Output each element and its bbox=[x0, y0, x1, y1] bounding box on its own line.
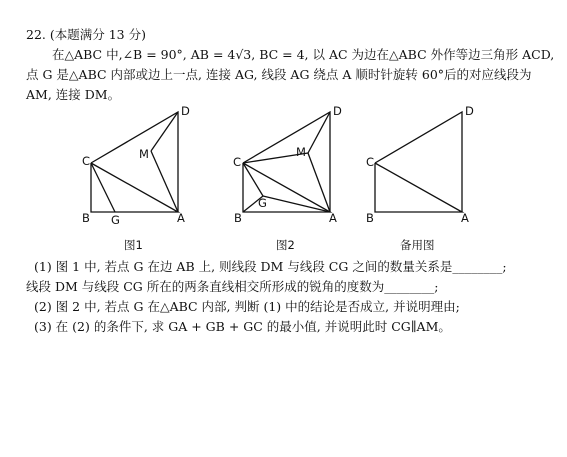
intro-line-3: AM, 连接 DM。 bbox=[26, 87, 121, 102]
fig1-triangle-abc bbox=[91, 163, 178, 212]
fig3-label-b: B bbox=[366, 211, 374, 225]
fig1-segment-dm bbox=[151, 112, 178, 151]
fig3-triangle-acd bbox=[375, 112, 462, 212]
figure-2-caption: 图2 bbox=[276, 238, 295, 252]
question-2: (2) 图 2 中, 若点 G 在△ABC 内部, 判断 (1) 中的结论是否成立, 并说明理由; bbox=[34, 299, 460, 314]
fig1-triangle-acd bbox=[91, 112, 178, 212]
fig1-label-d: D bbox=[181, 104, 190, 118]
question-3: (3) 在 (2) 的条件下, 求 GA + GB + GC 的最小值, 并说明此时 CG∥AM。 bbox=[34, 319, 451, 334]
fig2-label-d: D bbox=[333, 104, 342, 118]
question-1-line-1: (1) 图 1 中, 若点 G 在边 AB 上, 则线段 DM 与线段 CG 之间的数量关系是________; bbox=[34, 259, 507, 274]
question-1-line-2: 线段 DM 与线段 CG 所在的两条直线相交所形成的锐角的度数为________; bbox=[26, 279, 439, 294]
fig3-triangle-abc bbox=[375, 163, 462, 212]
fig1-label-c: C bbox=[82, 154, 91, 168]
fig2-triangle-acd bbox=[243, 112, 330, 212]
fig2-segment-am bbox=[308, 153, 330, 212]
figure-1-drawing bbox=[91, 112, 178, 212]
spare-figure-caption: 备用图 bbox=[400, 238, 435, 252]
figure-2-drawing bbox=[243, 112, 330, 212]
fig2-triangle-abc bbox=[243, 163, 330, 212]
fig3-label-c: C bbox=[366, 155, 375, 169]
fig3-label-d: D bbox=[465, 104, 474, 118]
figure-1-caption: 图1 bbox=[124, 238, 143, 252]
fig3-label-a: A bbox=[461, 211, 469, 225]
fig2-label-g: G bbox=[258, 196, 267, 210]
problem-header: 22. (本题满分 13 分) bbox=[26, 27, 146, 42]
fig2-label-m: M bbox=[296, 145, 306, 159]
fig2-segment-ga bbox=[263, 196, 330, 212]
intro-line-2: 点 G 是△ABC 内部或边上一点, 连接 AG, 线段 AG 绕点 A 顺时针旋转 60°后的对应线段为 bbox=[26, 67, 532, 82]
fig1-label-a: A bbox=[177, 211, 185, 225]
fig2-label-c: C bbox=[233, 155, 242, 169]
fig2-label-a: A bbox=[329, 211, 337, 225]
fig2-label-b: B bbox=[234, 211, 242, 225]
fig1-label-m: M bbox=[139, 147, 149, 161]
figure-3-drawing bbox=[375, 112, 462, 212]
fig1-segment-am bbox=[151, 151, 178, 212]
fig1-label-b: B bbox=[82, 211, 90, 225]
fig1-label-g: G bbox=[111, 213, 120, 227]
intro-line-1: 在△ABC 中,∠B = 90°, AB = 4√3, BC = 4, 以 AC 为边在△ABC 外作等边三角形 ACD, bbox=[52, 47, 555, 62]
